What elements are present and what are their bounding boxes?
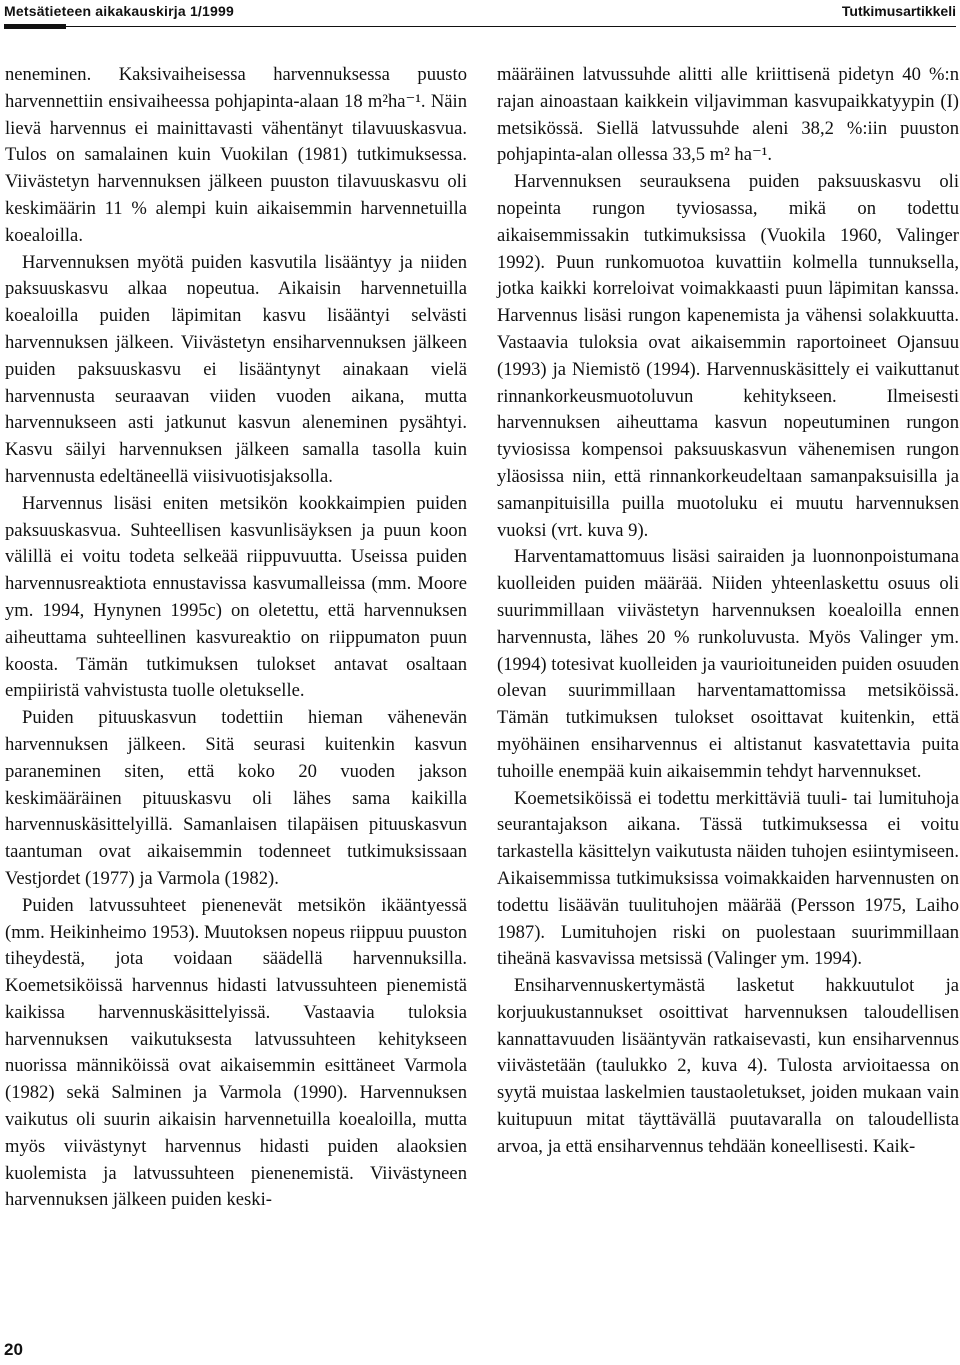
paragraph: Harvennus lisäsi eniten metsikön kookkaimpien puiden paksuuskasvua. Suhteellisen kasvunlisäyksen ja puun koon välillä ei voitu todeta selkeää riippuvuutta. Useissa puiden harvennusreaktiota ennustavissa kasvumalleissa (mm. Moore ym. 1994, Hynynen 1995c) on oletettu, että harvennuksen aiheuttama suhteellinen kasvureaktio on riippumaton puun koosta. Tämän tutkimuksen tulokset antavat osaltaan empiiristä vahvistusta tuolle oletukselle. bbox=[5, 492, 467, 702]
paragraph: Ensiharvennuskertymästä lasketut hakkuutulot ja korjuukustannukset osoittivat harvennuksen taloudellisen kannattavuuden lisääntyvän ratkaisevasti, kun ensiharvennus viivästetään (taulukko 2, kuva 4). Tulosta arvioitaessa on syytä muistaa laskelmien taustaoletukset, joiden mukaan vain kuitupuun mitat täyttävällä puutavaralla on taloudellista arvoa, ja että ensiharvennus tehdään koneellisesti. Kaik- bbox=[497, 975, 959, 1157]
page-number: 20 bbox=[4, 1340, 23, 1359]
header-rule bbox=[4, 26, 956, 27]
paragraph: Puiden latvussuhteet pienenevät metsikön ikääntyessä (mm. Heikinheimo 1953). Muutoksen nopeus riippuu puuston tiheydestä, jota voidaan säädellä harvennuksilla. Koemetsiköissä harvennus hidasti latvussuhteen pienemistä kaikissa harvennuskäsittelyissä. Vastaavia tuloksia harvennuksen vaikutuksesta latvussuhteen kehitykseen nuorissa männiköissä ovat aikaisemmin esittäneet Varmola (1982) sekä Salminen ja Varmola (1990). Harvennuksen vaikutus oli suurin aikaisin harvennetuilla koealoilla, mutta myös viivästynyt harvennus hidasti puiden alaoksien kuolemista ja latvussuhteen pienenemistä. Viivästyneen harvennuksen jälkeen puiden keski- bbox=[5, 894, 467, 1211]
section-label: Tutkimusartikkeli bbox=[841, 3, 956, 19]
paragraph: määräinen latvussuhde alitti alle kriittisenä pidetyn 40 %:n rajan ainoastaan kaikkein viljavimman kasvupaikkatyypin (I) metsikössä. Siellä latvussuhde aleni 38,2 %:iin puuston pohjapinta-alan ollessa 33,5 m² ha⁻¹. bbox=[497, 64, 959, 166]
paragraph: Harvennuksen myötä puiden kasvutila lisääntyy ja niiden paksuuskasvu alkaa nopeutua. Aikaisin harvennetuilla koealoilla puiden läpimitan kasvu lisääntyi selvästi harvennuksen jälkeen. Viivästetyn ensiharvennuksen jälkeen puiden paksuuskasvu ei lisääntynyt ainakaan vielä harvennusta seuraavan viiden vuoden aikana, mutta harvennukseen asti jatkunut kasvun aleneminen pysähtyi. Kasvu säilyi harvennuksen jälkeen samalla tasolla kuin harvennusta edeltäneellä viisivuotisjaksolla. bbox=[5, 251, 467, 487]
header-rule-accent bbox=[4, 24, 66, 29]
paragraph: Koemetsiköissä ei todettu merkittäviä tuuli- tai lumituhoja seurantajakson aikana. Tässä tutkimuksessa ei voitu tarkastella käsittelyn vaikutusta näiden tuhojen esiintymiseen. Aikaisemmissa tutkimuksissa voimakkaiden harvennusten on todettu lisäävän tuulituhojen määrää (Persson 1975, Laiho 1987). Lumituhojen riski on puolestaan suurimmillaan tiheänä kasvavissa metsissä (Valinger ym. 1994). bbox=[497, 787, 959, 970]
paragraph: Harvennuksen seurauksena puiden paksuuskasvu oli nopeinta rungon tyviosassa, mikä on todettu aikaisemmissakin tutkimuksissa (Vuokila 1960, Valinger 1992). Puun runkomuotoa kuvattiin kolmella tunnuksella, jotka kaikki korreloivat voimakkaasti puun läpimitan kanssa. Harvennus lisäsi rungon kapenemista ja vähensi solakkuutta. Vastaavia tuloksia ovat aikaisemmin raportoineet Ojansuu (1993) ja Niemistö (1994). Harvennuskäsittely ei vaikuttanut rinnankorkeusmuotoluvun kehitykseen. Ilmeisesti harvennuksen aiheuttama kasvun nopeutuminen rungon tyviosissa kompensoi paksuuskasvun vähenemisen rungon yläosissa niin, että rinnankorkeudeltaan samanpaksuisilla ja samanpituisilla puilla muotoluku ei muutu harvennuksen vuoksi (vrt. kuva 9). bbox=[497, 171, 959, 541]
paragraph: Puiden pituuskasvun todettiin hieman vähenevän harvennuksen jälkeen. Sitä seurasi kuitenkin kasvun paraneminen siten, että koko 20 vuoden jakson keskimääräinen pituuskasvu oli lähes sama kaikilla harvennuskäsittelyillä. Samanlaisen tilapäisen pituuskasvun taantuman ovat aikaisemmin todenneet tutkimuksissaan Vestjordet (1977) ja Varmola (1982). bbox=[5, 707, 467, 889]
left-column bbox=[5, 62, 467, 1214]
paragraph: Harventamattomuus lisäsi sairaiden ja luonnonpoistumana kuolleiden puiden määrää. Niiden yhteenlaskettu osuus oli suurimmillaan viivästetyn harvennuksen koealoilla ennen harvennusta, lähes 20 % runkoluvusta. Myös Valinger ym. (1994) totesivat kuolleiden ja vaurioituneiden puiden osuuden olevan suurimmillaan harventamattomissa metsiköissä. Tämän tutkimuksen tulokset osoittavat kuitenkin, että myöhäinen ensiharvennus ei altistanut kasvatettavia puita tuhoille enempää kuin aikaisemmin tehdyt harvennukset. bbox=[497, 546, 959, 782]
paragraph: neneminen. Kaksivaiheisessa harvennuksessa puusto harvennettiin ensivaiheessa pohjapinta-alaan 18 m²ha⁻¹. Näin lievä harvennus ei mainittavasti vähentänyt tilavuuskasvua. Tulos on samalainen kuin Vuokilan (1981) tutkimuksessa. Viivästetyn harvennuksen jälkeen puuston tilavuuskasvu oli keskimäärin 11 % alempi kuin aikaisemmin harvennetuilla koealoilla. bbox=[5, 64, 467, 246]
page-header bbox=[0, 0, 960, 22]
right-column bbox=[497, 62, 959, 1161]
journal-title: Metsätieteen aikakauskirja 1/1999 bbox=[4, 3, 234, 19]
